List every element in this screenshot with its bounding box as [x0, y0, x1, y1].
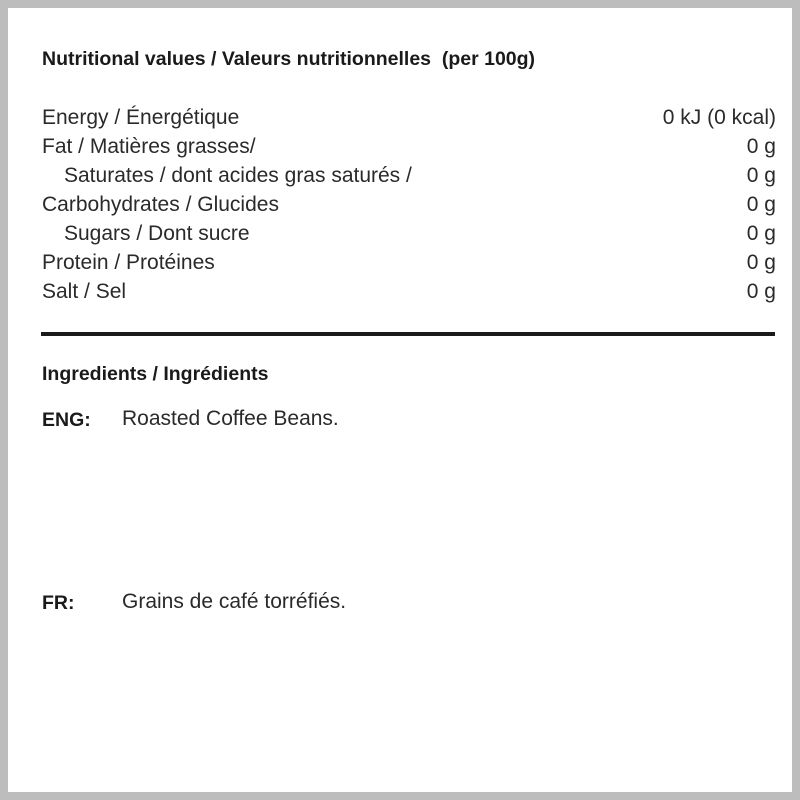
nutrition-value: 0 g: [746, 222, 776, 245]
nutrition-label: Energy / Énergétique: [42, 106, 240, 129]
ingredients-fr-text: Grains de café torréfiés.: [122, 590, 347, 613]
nutrition-row-protein: [42, 248, 776, 277]
nutrition-label: Salt / Sel: [42, 280, 127, 303]
nutrition-value: 0 g: [746, 280, 776, 303]
nutrition-row-carbohydrates: [42, 190, 776, 219]
nutrition-row-fat: [42, 132, 776, 161]
nutrition-value: 0 g: [746, 135, 776, 158]
nutrition-row-energy: [42, 103, 776, 132]
nutrition-label: Fat / Matières grasses/: [42, 135, 256, 158]
ingredients-eng-text: Roasted Coffee Beans.: [122, 407, 339, 430]
nutrition-table: [42, 103, 776, 306]
nutrition-row-salt: [42, 277, 776, 306]
nutrition-label: Carbohydrates / Glucides: [42, 193, 279, 216]
nutrition-value: 0 kJ (0 kcal): [662, 106, 776, 129]
nutrition-value: 0 g: [746, 193, 776, 216]
ingredients-title: Ingredients / Ingrédients: [42, 363, 269, 385]
section-divider: [41, 332, 775, 336]
nutrition-row-saturates: [42, 161, 776, 190]
nutrition-title: Nutritional values / Valeurs nutritionnelles (per 100g): [42, 48, 536, 70]
ingredients-eng-code: ENG:: [42, 409, 91, 431]
ingredients-fr-code: FR:: [42, 592, 75, 614]
nutrition-label: Saturates / dont acides gras saturés /: [64, 164, 412, 187]
nutrition-row-sugars: [42, 219, 776, 248]
nutrition-label: Protein / Protéines: [42, 251, 215, 274]
nutrition-label: Sugars / Dont sucre: [64, 222, 250, 245]
nutrition-value: 0 g: [746, 164, 776, 187]
nutrition-value: 0 g: [746, 251, 776, 274]
